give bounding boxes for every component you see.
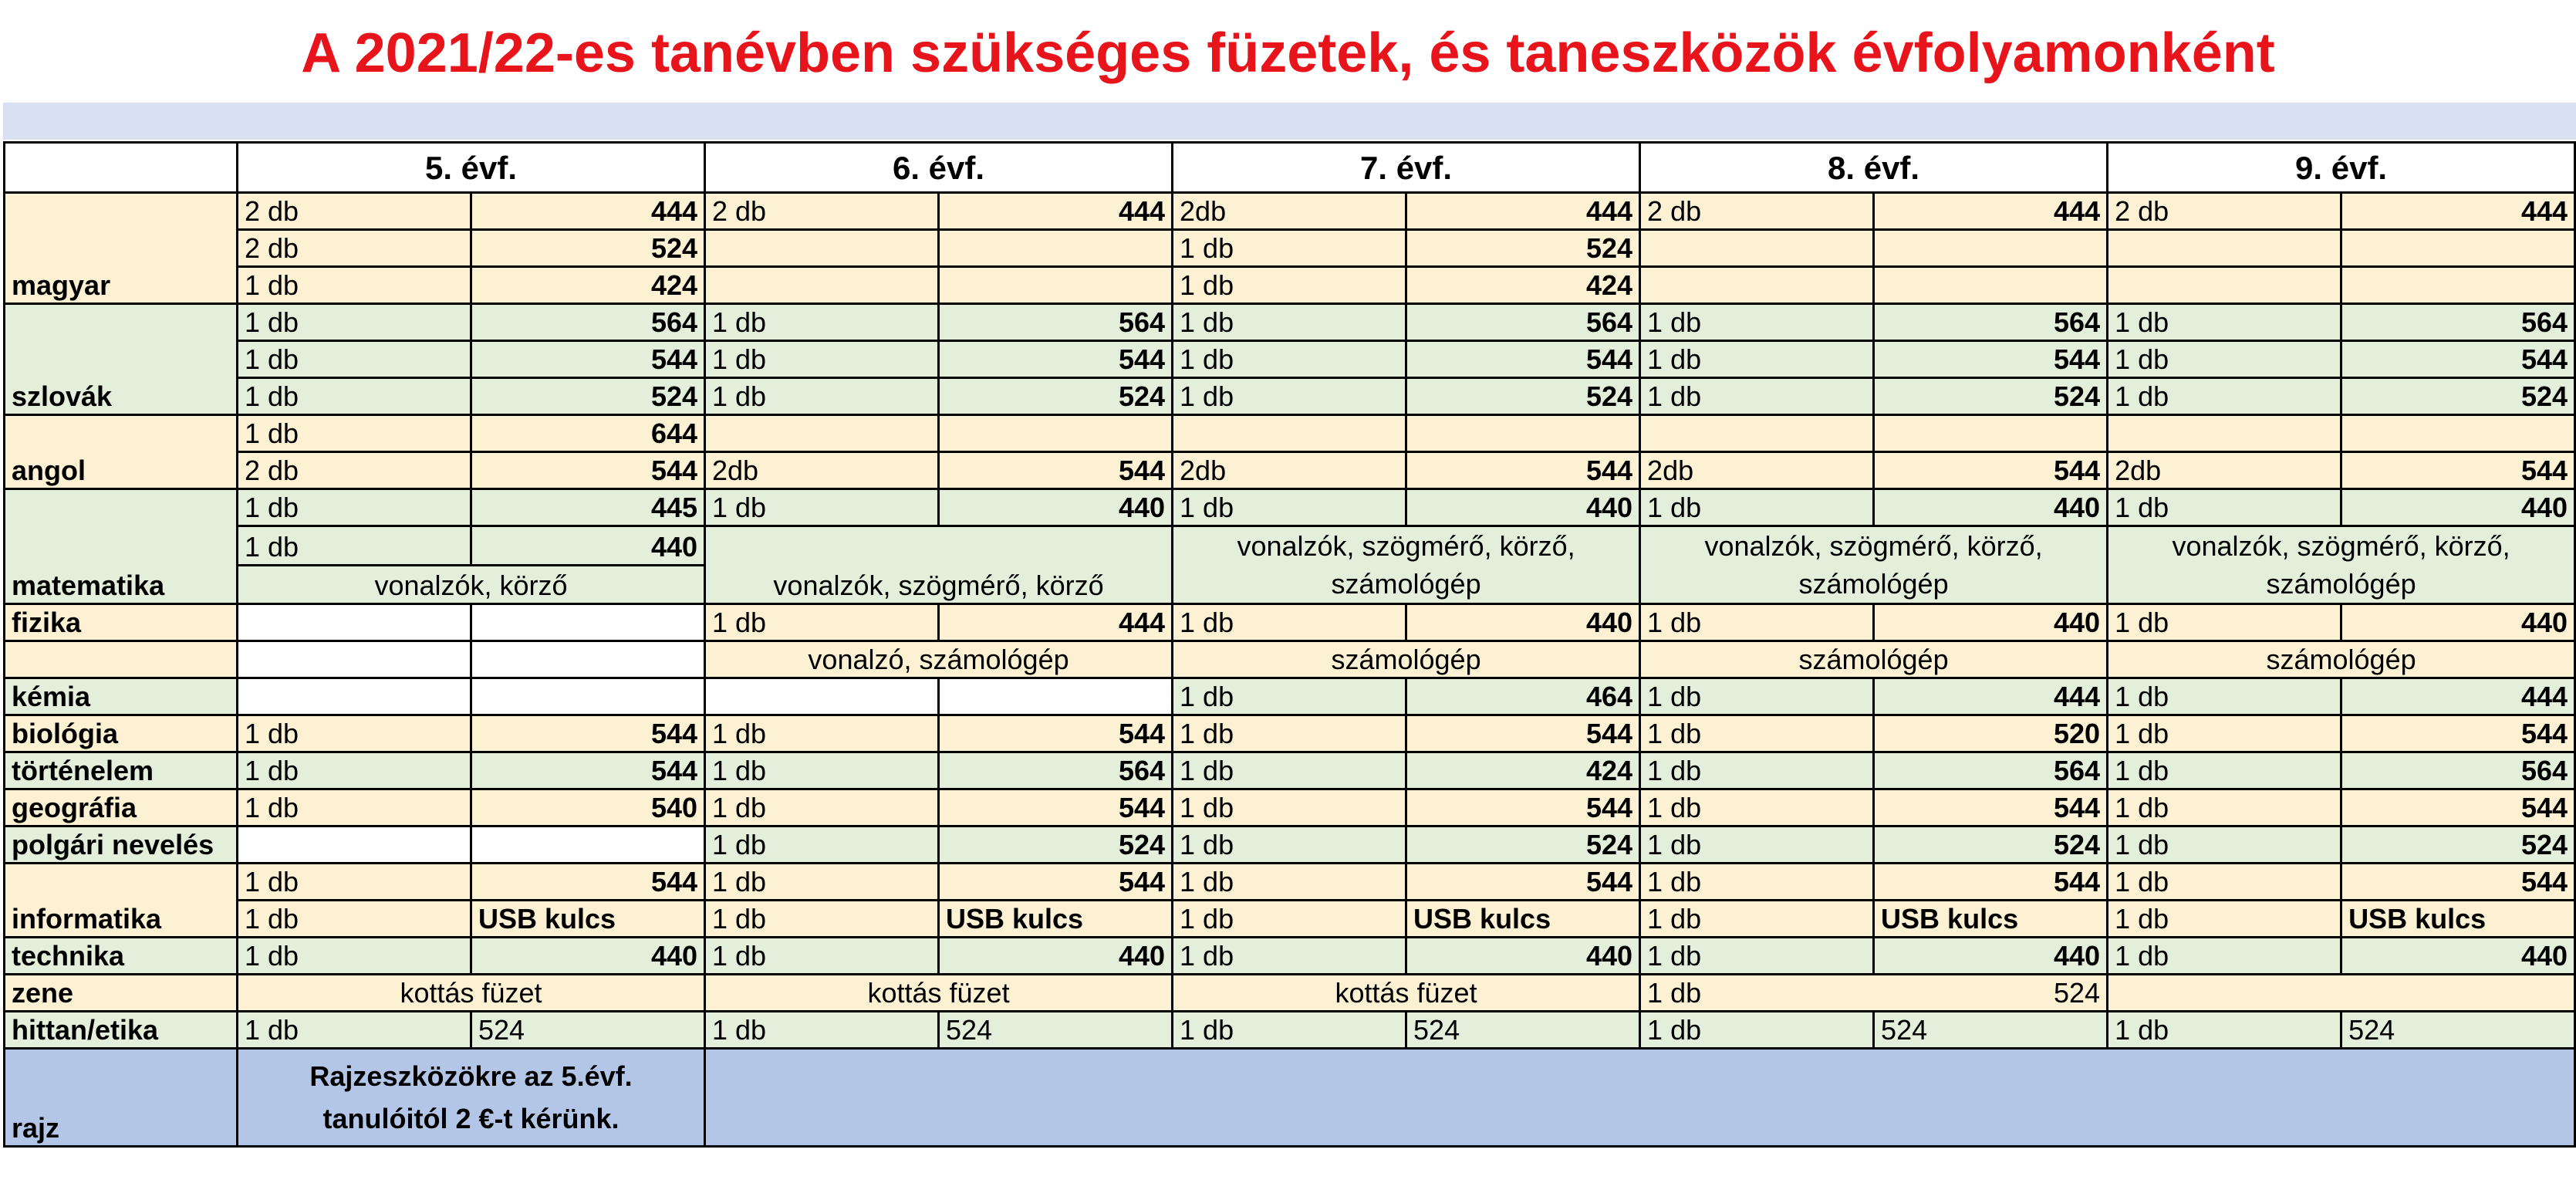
qty-cell: 1 db [1640, 901, 1874, 938]
code-cell: 524 [939, 826, 1173, 864]
subject-label: technika [5, 938, 238, 975]
tools-cell: vonalzó, számológép [705, 641, 1173, 678]
empty-cell [1874, 267, 2108, 304]
qty-cell: 1 db [705, 901, 939, 938]
tools-cell: vonalzók, szögmérő, körző, számológép [2108, 526, 2575, 604]
code-cell: 540 [471, 789, 705, 826]
grade-header: 8. évf. [1640, 143, 2108, 193]
qty-cell: 1 db [238, 378, 471, 415]
table-row [5, 193, 2575, 230]
empty-cell [939, 267, 1173, 304]
qty-cell: 1 db [705, 752, 939, 789]
table-row [5, 341, 2575, 378]
code-cell: 440 [939, 938, 1173, 975]
empty-cell [939, 415, 1173, 452]
code-cell: 524 [1406, 230, 1640, 267]
code-cell: 444 [471, 193, 705, 230]
empty-cell [2108, 975, 2575, 1012]
qty-cell: 1 db [1173, 864, 1406, 901]
empty-cell [1406, 415, 1640, 452]
qty-cell: 1 db [2108, 304, 2341, 341]
tools-cell: számológép [2108, 641, 2575, 678]
qty-cell: 1 db [1173, 1012, 1406, 1049]
qty-cell: 1 db [238, 267, 471, 304]
code-cell: 440 [2341, 604, 2575, 641]
qty-cell: 1 db [705, 378, 939, 415]
qty-cell: 1 db [2108, 715, 2341, 752]
code-cell: 464 [1406, 678, 1640, 715]
code-cell: 544 [939, 715, 1173, 752]
qty-cell: 1 db [705, 864, 939, 901]
qty-cell: 1 db [1640, 341, 1874, 378]
code-cell: 444 [939, 193, 1173, 230]
qty-cell: 1 db [238, 526, 471, 566]
table-row [5, 489, 2575, 526]
qty-cell: 1 db [238, 715, 471, 752]
empty-cell [705, 678, 939, 715]
table-row [5, 1012, 2575, 1049]
code-cell: 440 [1874, 489, 2108, 526]
qty-cell: 1 db [2108, 938, 2341, 975]
code-cell: 544 [1406, 715, 1640, 752]
qty-cell: 1 db [1173, 604, 1406, 641]
header-row [5, 143, 2575, 193]
item-cell: USB kulcs [1874, 901, 2108, 938]
subject-label: angol [5, 415, 238, 489]
empty-cell [2341, 267, 2575, 304]
empty-cell [705, 230, 939, 267]
qty-cell: 1 db [1640, 378, 1874, 415]
qty-cell: 1 db [2108, 678, 2341, 715]
code-cell: 440 [2341, 938, 2575, 975]
item-cell: USB kulcs [939, 901, 1173, 938]
qty-cell: 1 db [238, 901, 471, 938]
qty-cell: 1 db [238, 752, 471, 789]
qty-cell: 1 db [1640, 864, 1874, 901]
qty-cell: 1 db [1173, 789, 1406, 826]
supplies-table [3, 141, 2576, 1148]
tools-cell: vonalzók, szögmérő, körző, számológép [1173, 526, 1640, 604]
table-row [5, 752, 2575, 789]
qty-cell: 1 db [705, 938, 939, 975]
code-cell: 544 [2341, 789, 2575, 826]
qty-cell: 2 db [238, 452, 471, 489]
code-cell: 520 [1874, 715, 2108, 752]
code-cell: 544 [471, 864, 705, 901]
qty-cell: 1 db [1640, 752, 1874, 789]
code-cell: 440 [471, 938, 705, 975]
qty-cell: 1 db [238, 864, 471, 901]
qty-cell: 2 db [238, 230, 471, 267]
code-cell: 524 [939, 1012, 1173, 1049]
code-cell: 544 [1874, 452, 2108, 489]
qty-cell: 1 db [1173, 678, 1406, 715]
item-cell: kottás füzet [1173, 975, 1640, 1012]
code-cell: 544 [2341, 341, 2575, 378]
table-row [5, 789, 2575, 826]
qty-cell: 1 db [1173, 230, 1406, 267]
code-cell: 424 [471, 267, 705, 304]
empty-cell [1173, 415, 1406, 452]
table-row [5, 938, 2575, 975]
item-cell: USB kulcs [1406, 901, 1640, 938]
empty-cell [2108, 415, 2341, 452]
empty-cell [2108, 230, 2341, 267]
qty-cell: 1 db [1640, 938, 1874, 975]
qty-cell: 1 db [2108, 489, 2341, 526]
code-cell: 444 [2341, 193, 2575, 230]
empty-cell [939, 678, 1173, 715]
code-cell: 524 [1874, 1012, 2108, 1049]
qty-cell: 1 db [1640, 789, 1874, 826]
table-row [5, 378, 2575, 415]
empty-cell [1874, 230, 2108, 267]
code-cell: 524 [471, 1012, 705, 1049]
empty-cell [705, 267, 939, 304]
empty-cell [238, 826, 471, 864]
rajz-note: Rajzeszközökre az 5.évf. tanulóitól 2 €-t kérünk. [238, 1049, 705, 1147]
subject-label: matematika [5, 489, 238, 604]
table-row [5, 304, 2575, 341]
code-cell: 524 [471, 230, 705, 267]
qty-cell: 1 db [1173, 378, 1406, 415]
qty-cell: 2 db [2108, 193, 2341, 230]
subject-label: rajz [5, 1049, 238, 1147]
qty-cell: 1 db [1173, 489, 1406, 526]
table-row [5, 975, 2575, 1012]
code-cell: 544 [471, 341, 705, 378]
code-cell: 524 [2341, 826, 2575, 864]
subject-label: kémia [5, 678, 238, 715]
code-cell: 440 [1874, 938, 2108, 975]
tools-cell: vonalzók, szögmérő, körző, számológép [1640, 526, 2108, 604]
table-row [5, 715, 2575, 752]
qty-cell: 1 db [1640, 826, 1874, 864]
item-cell: kottás füzet [705, 975, 1173, 1012]
code-cell: 444 [1874, 193, 2108, 230]
qty-cell: 1 db [238, 304, 471, 341]
table-row [5, 1049, 2575, 1147]
code-cell: 544 [1406, 452, 1640, 489]
empty-cell [471, 604, 705, 641]
grade-header: 5. évf. [238, 143, 705, 193]
subject-label: informatika [5, 864, 238, 938]
qty-cell: 1 db [1173, 901, 1406, 938]
qty-cell: 1 db [2108, 864, 2341, 901]
qty-cell: 1 db [705, 826, 939, 864]
empty-cell [471, 678, 705, 715]
qty-cell: 1 db [2108, 789, 2341, 826]
code-cell: 440 [1874, 604, 2108, 641]
qty-cell: 1 db [1173, 752, 1406, 789]
code-cell: 544 [1874, 864, 2108, 901]
grade-header: 9. évf. [2108, 143, 2575, 193]
qty-cell: 1 db [705, 489, 939, 526]
qty-cell: 1 db [1173, 715, 1406, 752]
qty-cell: 1 db [2108, 901, 2341, 938]
qty-cell: 1 db [705, 304, 939, 341]
qty-cell: 1 db [1640, 489, 1874, 526]
code-cell: 544 [939, 864, 1173, 901]
code-cell: 564 [2341, 752, 2575, 789]
qty-cell: 1 db [238, 415, 471, 452]
tools-cell: számológép [1173, 641, 1640, 678]
code-cell: 544 [939, 452, 1173, 489]
code-cell: 564 [1874, 752, 2108, 789]
code-cell: 524 [2341, 378, 2575, 415]
qty-cell: 1 db [705, 789, 939, 826]
qty-cell: 1 db [1640, 1012, 1874, 1049]
code-cell: 564 [1874, 304, 2108, 341]
tools-cell: vonalzók, szögmérő, körző [705, 526, 1173, 604]
qty-cell: 2 db [705, 193, 939, 230]
qty-cell: 1 db [2108, 752, 2341, 789]
qty-cell: 1 db [1173, 304, 1406, 341]
qty-cell: 2db [1640, 452, 1874, 489]
tools-cell: vonalzók, körző [238, 565, 705, 604]
code-cell: 440 [939, 489, 1173, 526]
qty-cell: 1 db [1640, 604, 1874, 641]
table-row [5, 826, 2575, 864]
qty-cell: 1 db [1173, 938, 1406, 975]
qty-cell: 1 db [1640, 975, 1874, 1012]
code-cell: 564 [471, 304, 705, 341]
code-cell: 444 [939, 604, 1173, 641]
qty-cell: 1 db [1173, 267, 1406, 304]
qty-cell: 1 db [238, 1012, 471, 1049]
empty-cell [238, 641, 471, 678]
code-cell: 544 [939, 341, 1173, 378]
qty-cell: 1 db [2108, 341, 2341, 378]
subject-label: magyar [5, 193, 238, 304]
subject-label: polgári nevelés [5, 826, 238, 864]
qty-cell: 1 db [705, 1012, 939, 1049]
code-cell: 524 [1406, 1012, 1640, 1049]
qty-cell: 1 db [705, 341, 939, 378]
header-corner [5, 143, 238, 193]
code-cell: 544 [1406, 789, 1640, 826]
code-cell: 444 [2341, 678, 2575, 715]
empty-cell [5, 641, 238, 678]
header-band [3, 103, 2576, 140]
table-row [5, 415, 2575, 452]
code-cell: 564 [939, 752, 1173, 789]
qty-cell: 2db [705, 452, 939, 489]
code-cell: 440 [1406, 938, 1640, 975]
code-cell: 564 [2341, 304, 2575, 341]
code-cell: 544 [2341, 715, 2575, 752]
code-cell: 524 [1406, 826, 1640, 864]
code-cell: 544 [939, 789, 1173, 826]
subject-label: geográfia [5, 789, 238, 826]
table-row [5, 901, 2575, 938]
code-cell: 440 [1406, 604, 1640, 641]
qty-cell: 1 db [705, 715, 939, 752]
grade-header: 7. évf. [1173, 143, 1640, 193]
qty-cell: 1 db [1640, 678, 1874, 715]
empty-cell [1640, 267, 1874, 304]
empty-cell [705, 1049, 2575, 1147]
empty-cell [2341, 415, 2575, 452]
subject-label: szlovák [5, 304, 238, 415]
empty-cell [238, 678, 471, 715]
code-cell: 524 [471, 378, 705, 415]
empty-cell [705, 415, 939, 452]
empty-cell [939, 230, 1173, 267]
empty-cell [2341, 230, 2575, 267]
code-cell: 444 [1874, 678, 2108, 715]
code-cell: 544 [471, 452, 705, 489]
code-cell: 424 [1406, 752, 1640, 789]
code-cell: 524 [1874, 975, 2108, 1012]
code-cell: 524 [1874, 378, 2108, 415]
code-cell: 544 [1874, 341, 2108, 378]
table-row [5, 604, 2575, 641]
qty-cell: 1 db [1640, 715, 1874, 752]
code-cell: 440 [2341, 489, 2575, 526]
code-cell: 564 [1406, 304, 1640, 341]
empty-cell [1640, 415, 1874, 452]
code-cell: 544 [471, 752, 705, 789]
code-cell: 424 [1406, 267, 1640, 304]
code-cell: 444 [1406, 193, 1640, 230]
table-row [5, 641, 2575, 678]
empty-cell [1640, 230, 1874, 267]
table-row [5, 864, 2575, 901]
code-cell: 524 [939, 378, 1173, 415]
empty-cell [471, 641, 705, 678]
qty-cell: 2db [1173, 193, 1406, 230]
subject-label: hittan/etika [5, 1012, 238, 1049]
tools-cell: számológép [1640, 641, 2108, 678]
item-cell: USB kulcs [471, 901, 705, 938]
grade-header: 6. évf. [705, 143, 1173, 193]
empty-cell [238, 604, 471, 641]
qty-cell: 2db [2108, 452, 2341, 489]
code-cell: 544 [1406, 864, 1640, 901]
qty-cell: 1 db [1640, 304, 1874, 341]
code-cell: 544 [2341, 452, 2575, 489]
qty-cell: 1 db [2108, 826, 2341, 864]
code-cell: 544 [471, 715, 705, 752]
qty-cell: 1 db [2108, 604, 2341, 641]
qty-cell: 1 db [238, 489, 471, 526]
qty-cell: 1 db [238, 789, 471, 826]
code-cell: 524 [1406, 378, 1640, 415]
subject-label: történelem [5, 752, 238, 789]
code-cell: 564 [939, 304, 1173, 341]
table-row [5, 267, 2575, 304]
table-row [5, 526, 2575, 566]
qty-cell: 1 db [238, 938, 471, 975]
qty-cell: 1 db [2108, 1012, 2341, 1049]
table-row [5, 452, 2575, 489]
code-cell: 544 [1406, 341, 1640, 378]
item-cell: kottás füzet [238, 975, 705, 1012]
qty-cell: 1 db [1173, 341, 1406, 378]
code-cell: 524 [2341, 1012, 2575, 1049]
qty-cell: 2db [1173, 452, 1406, 489]
table-row [5, 230, 2575, 267]
table-row [5, 678, 2575, 715]
code-cell: 440 [471, 526, 705, 566]
qty-cell: 1 db [2108, 378, 2341, 415]
subject-label: fizika [5, 604, 238, 641]
qty-cell: 2 db [238, 193, 471, 230]
subject-label: zene [5, 975, 238, 1012]
qty-cell: 2 db [1640, 193, 1874, 230]
qty-cell: 1 db [705, 604, 939, 641]
empty-cell [1874, 415, 2108, 452]
code-cell: 445 [471, 489, 705, 526]
item-cell: USB kulcs [2341, 901, 2575, 938]
code-cell: 524 [1874, 826, 2108, 864]
code-cell: 644 [471, 415, 705, 452]
code-cell: 440 [1406, 489, 1640, 526]
qty-cell: 1 db [238, 341, 471, 378]
subject-label: biológia [5, 715, 238, 752]
page-title: A 2021/22-es tanévben szükséges füzetek, és taneszközök évfolyamonként [301, 22, 2275, 84]
empty-cell [2108, 267, 2341, 304]
empty-cell [471, 826, 705, 864]
code-cell: 544 [1874, 789, 2108, 826]
code-cell: 544 [2341, 864, 2575, 901]
qty-cell: 1 db [1173, 826, 1406, 864]
